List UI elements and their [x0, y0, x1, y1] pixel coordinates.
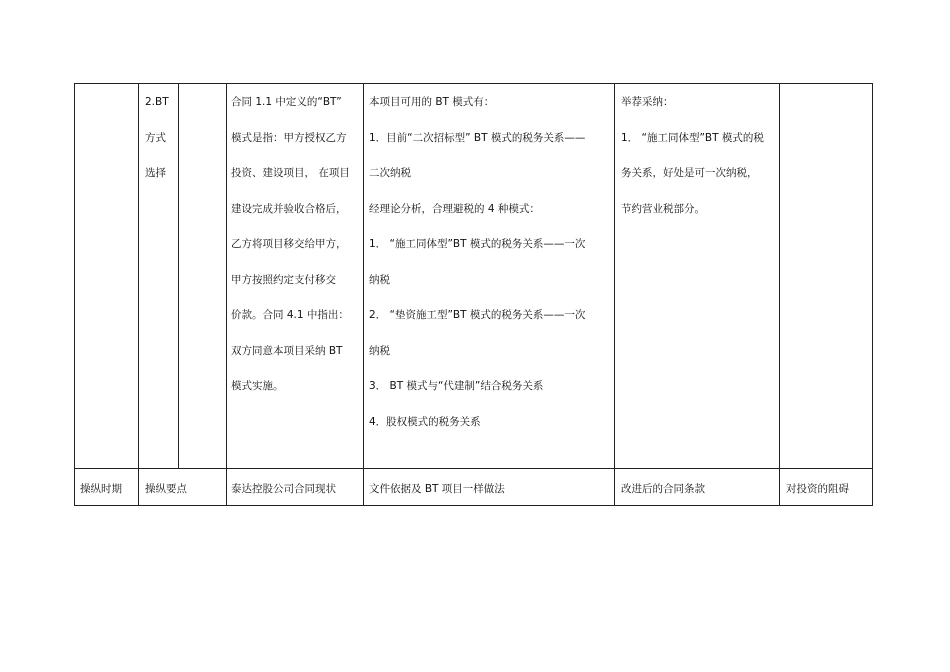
bt-practice-cell — [369, 93, 585, 448]
bt-mode-selection-cell — [145, 93, 169, 200]
cell-line: 乙方将项目移交给甲方， — [231, 238, 347, 250]
cell-line: 投资、建设项目， 在项目 — [231, 167, 350, 179]
footer-control-period: 操纵时期 — [80, 483, 122, 495]
cell-line: 经理论分析，合理避税的 4 种模式： — [369, 202, 540, 215]
col-border-0 — [74, 83, 75, 506]
cell-line: 1． “施工同体型”BT 模式的税 — [621, 131, 764, 144]
improved-clause-cell — [621, 93, 764, 235]
cell-line: 建设完成并验收合格后， — [231, 202, 347, 215]
cell-line: 4．股权模式的税务关系 — [369, 415, 481, 428]
col-border-2 — [226, 83, 227, 506]
cell-line: 模式是指：甲方授权乙方 — [231, 131, 347, 144]
footer-control-points: 操纵要点 — [145, 483, 187, 495]
cell-line: 二次纳税 — [369, 167, 411, 179]
cell-line: 2． “垫资施工型”BT 模式的税务关系——一次 — [369, 309, 586, 321]
contract-status-cell — [231, 93, 350, 413]
table-top-border — [74, 83, 873, 84]
cell-line: 甲方按照约定支付移交 — [231, 273, 336, 286]
col-border-inner — [178, 83, 179, 468]
footer-improved-clauses: 改进后的合同条款 — [621, 483, 705, 495]
cell-line: 本项目可用的 BT 模式有： — [369, 96, 495, 108]
footer-contract-status: 泰达控股公司合同现状 — [231, 483, 336, 495]
cell-line: 2.BT — [145, 96, 169, 108]
table-bottom-border — [74, 505, 873, 506]
cell-line: 价款。合同 4.1 中指出： — [231, 309, 349, 321]
cell-line: 节约营业税部分。 — [621, 202, 705, 215]
cell-line: 举荐采纳： — [621, 96, 674, 108]
cell-line: 双方同意本项目采纳 BT — [231, 344, 343, 357]
cell-line: 纳税 — [369, 344, 390, 357]
col-border-5 — [779, 83, 780, 506]
cell-line: 1．目前“二次招标型” BT 模式的税务关系—— — [369, 131, 586, 144]
cell-line: 模式实施。 — [231, 380, 284, 392]
cell-line: 3． BT 模式与“代建制”结合税务关系 — [369, 380, 544, 392]
col-border-1 — [138, 83, 139, 506]
cell-line: 选择 — [145, 167, 166, 179]
col-border-3 — [363, 83, 364, 506]
cell-line: 合同 1.1 中定义的“BT” — [231, 96, 342, 108]
footer-basis-practice: 文件依据及 BT 项目一样做法 — [369, 483, 505, 495]
table-footer-divider — [74, 468, 873, 469]
cell-line: 1． “施工同体型”BT 模式的税务关系——一次 — [369, 238, 586, 250]
col-border-6 — [872, 83, 873, 506]
cell-line: 纳税 — [369, 273, 390, 286]
cell-line: 务关系，好处是可一次纳税， — [621, 167, 758, 179]
col-border-4 — [614, 83, 615, 506]
cell-line: 方式 — [145, 131, 166, 144]
footer-investment-obstacles: 对投资的阻碍 — [786, 483, 849, 495]
